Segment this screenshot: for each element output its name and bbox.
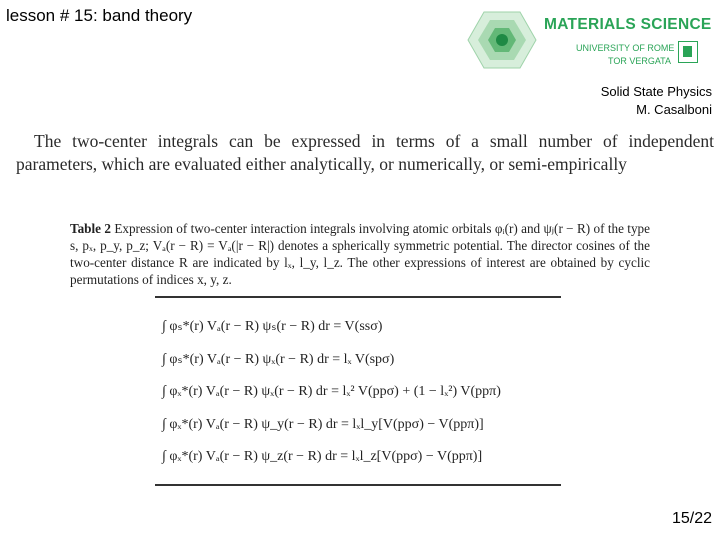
- formula-pp-xx: ∫ φₓ*(r) Vₐ(r − R) ψₓ(r − R) dr = lₓ² V(ppσ) + (1 − lₓ²) V(ppπ): [162, 384, 501, 399]
- table-bottom-rule: [155, 484, 561, 486]
- table-caption-text: Expression of two-center interaction integrals involving atomic orbitals φᵢ(r) and ψⱼ(r − R) of the type s, pₓ, p_y, p_z; Vₐ(r − R) = Vₐ(|r − R|) denotes a spherically symmetric potential. The director cosines of the two-center distance R are indicated by lₓ, l_y, l_z. The other expressions of interest are obtained by cyclic permutations of indices x, y, z.: [70, 221, 650, 287]
- course-info: [601, 83, 712, 119]
- lesson-title: lesson # 15: band theory: [6, 6, 193, 25]
- formula-sp-sigma: ∫ φₛ*(r) Vₐ(r − R) ψₓ(r − R) dr = lₓ V(spσ): [162, 351, 395, 367]
- formula-pp-xy: ∫ φₓ*(r) Vₐ(r − R) ψ_y(r − R) dr = lₓl_y[V(ppσ) − V(ppπ)]: [162, 416, 484, 432]
- formula-list: [162, 316, 582, 479]
- table-top-rule: [155, 296, 561, 298]
- table-caption: [70, 220, 650, 288]
- materials-science-logo: [466, 10, 716, 70]
- page-number: 15/22: [671, 510, 712, 527]
- logo-university-line2: TOR VERGATA: [608, 56, 672, 66]
- course-name: Solid State Physics: [600, 84, 712, 99]
- hexagon-logo-icon: [466, 10, 538, 70]
- author-name: M. Casalboni: [636, 102, 712, 117]
- table-label: Table 2: [70, 221, 111, 236]
- formula-pp-xz: ∫ φₓ*(r) Vₐ(r − R) ψ_z(r − R) dr = lₓl_z[V(ppσ) − V(ppπ)]: [162, 449, 483, 464]
- intro-paragraph: [16, 130, 714, 176]
- formula-ss-sigma: ∫ φₛ*(r) Vₐ(r − R) ψₛ(r − R) dr = V(ssσ): [162, 319, 383, 334]
- logo-university-line1: UNIVERSITY OF ROME: [576, 43, 675, 53]
- university-emblem-icon: [678, 41, 698, 63]
- logo-brand-text: MATERIALS SCIENCE: [544, 16, 712, 33]
- intro-text: The two-center integrals can be expressed in terms of a small number of independent parameters, which are evaluated either analytically, or numerically, or semi-empirically: [16, 131, 714, 174]
